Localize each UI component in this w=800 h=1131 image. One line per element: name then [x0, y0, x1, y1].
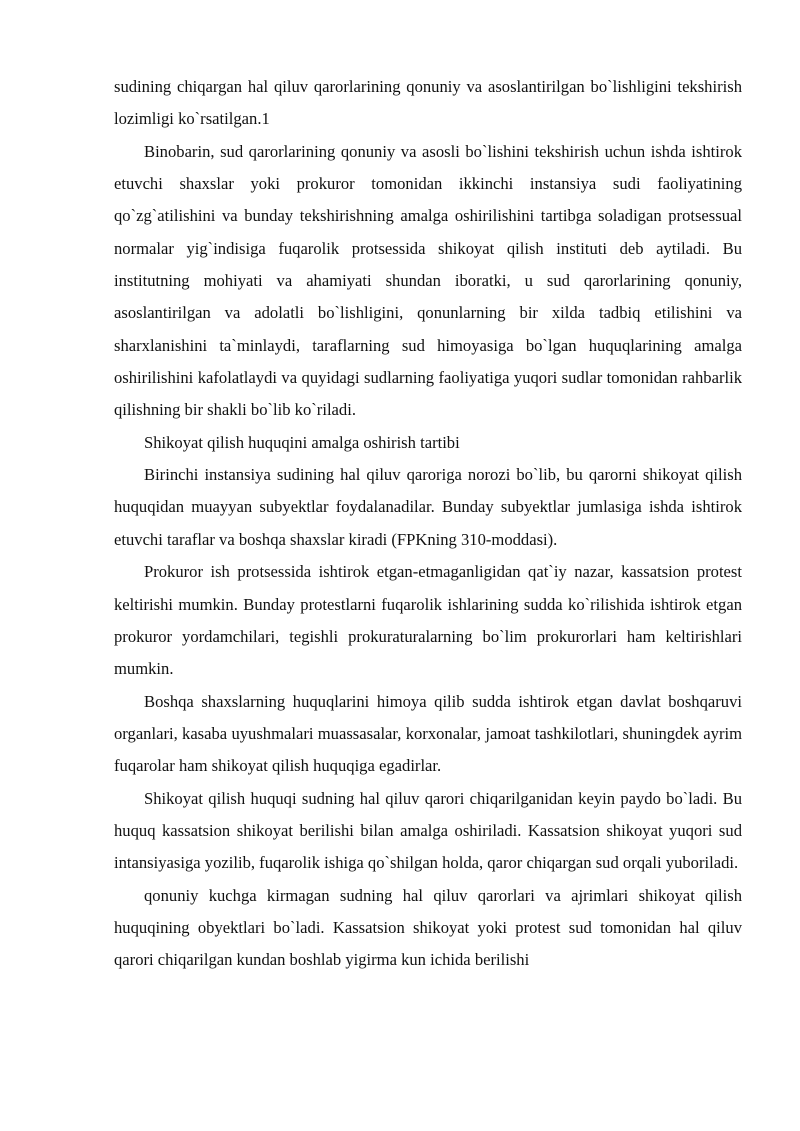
paragraph-7: qonuniy kuchga kirmagan sudning hal qiluv qarorlari va ajrimlari shikoyat qilish huquqining obyektlari bo`ladi. Kassatsion shikoyat yoki protest sud tomonidan hal qiluv qarori chiqarilgan kundan boshlab yigirma kun ichida berilishi [114, 885, 742, 970]
paragraph-2: Binobarin, sud qarorlarining qonuniy va asosli bo`lishini tekshirish uchun ishda ishtirok etuvchi shaxslar yoki prokuror tomonidan ikkinchi instansiya sudi faoliyatining qo`zg`atilishini va bunday tekshirishning amalga oshirilishini tartibga soladigan protsessual normalar yig`indisiga fuqarolik protsessida shikoyat qilish instituti deb aytiladi. Bu institutning mohiyati va ahamiyati shundan iboratki, u sud qarorlarining qonuniy, asoslantirilgan va adolatli bo`lishligini, qonunlarning bir xilda tadbiq etilishini va sharxlanishini ta`minlaydi, taraflarning sud himoyasiga bo`lgan huquqlarining amalga oshirilishini kafolatlaydi va quyidagi sudlarning faoliyatiga yuqori sudlar tomonidan rahbarlik qilishning bir shakli bo`lib ko`riladi. [114, 141, 742, 420]
paragraph-5: Boshqa shaxslarning huquqlarini himoya qilib sudda ishtirok etgan davlat boshqaruvi organlari, kasaba uyushmalari muassasalar, korxonalar, jamoat tashkilotlari, shuningdek ayrim fuqarolar ham shikoyat qilish huquqiga egadirlar. [114, 691, 742, 776]
paragraph-4: Prokuror ish protsessida ishtirok etgan-etmaganligidan qat`iy nazar, kassatsion protest keltirishi mumkin. Bunday protestlarni fuqarolik ishlarining sudda ko`rilishida ishtirok etgan prokuror yordamchilari, tegishli prokuraturalarning bo`lim prokurorlari ham keltirishlari mumkin. [114, 562, 742, 679]
paragraph-3: Birinchi instansiya sudining hal qiluv qaroriga norozi bo`lib, bu qarorni shikoyat qilish huquqidan muayyan subyektlar foydalanadilar. Bunday subyektlar jumlasiga ishda ishtirok etuvchi taraflar va boshqa shaxslar kiradi (FPKning 310-moddasi). [114, 465, 742, 549]
paragraph-1: sudining chiqargan hal qiluv qarorlarining qonuniy va asoslantirilgan bo`lishligini tekshirish lozimligi ko`rsatilgan.1 [114, 77, 742, 129]
paragraph-6: Shikoyat qilish huquqi sudning hal qiluv qarori chiqarilganidan keyin paydo bo`ladi. Bu huquq kassatsion shikoyat berilishi bilan amalga oshiriladi. Kassatsion shikoyat yuqori sud intansiyasiga yozilib, fuqarolik ishiga qo`shilgan holda, qaror chiqargan sud orqali yuboriladi. [114, 788, 742, 873]
document-page [114, 71, 742, 977]
section-heading: Shikoyat qilish huquqini amalga oshirish tartibi [144, 432, 460, 452]
